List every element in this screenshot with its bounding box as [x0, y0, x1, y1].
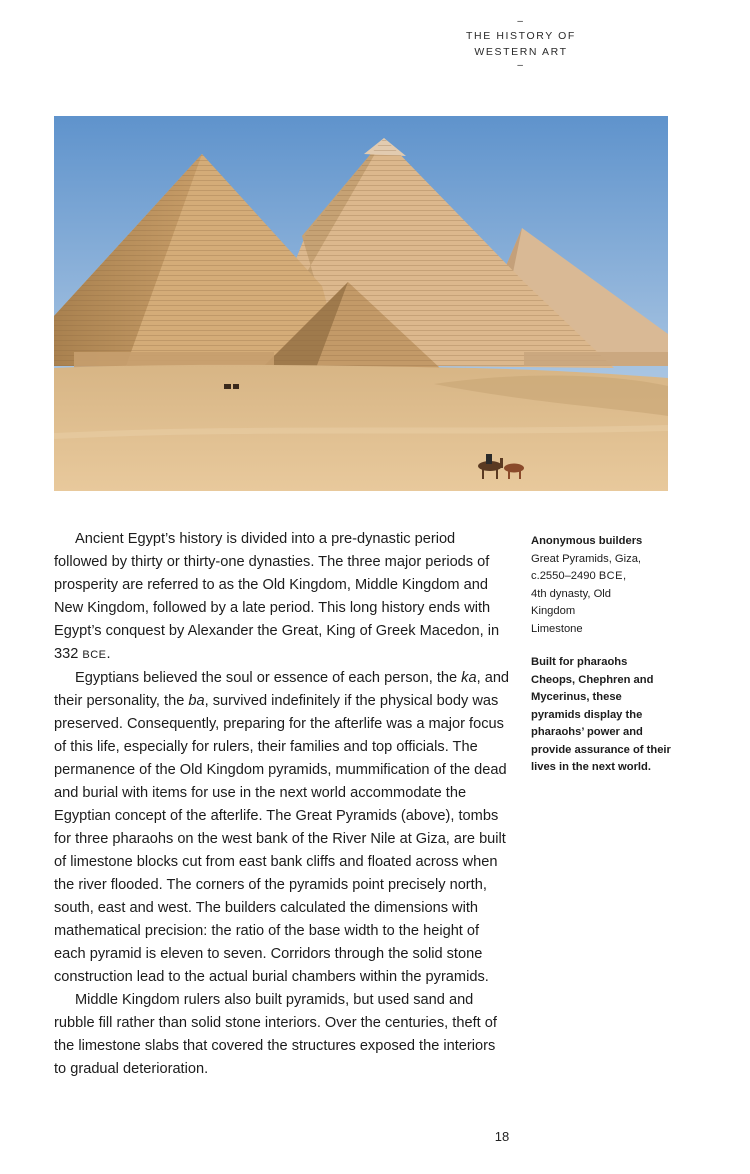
- caption-title: Great Pyramids, Giza,: [531, 552, 642, 565]
- page-number: 18: [494, 1129, 510, 1144]
- paragraph-2-text-b: , and their personality, the: [54, 670, 510, 709]
- caption-kingdom: Kingdom: [531, 605, 576, 617]
- paragraph-1: [54, 528, 510, 667]
- caption-date-end: ,: [622, 570, 627, 582]
- caption-date-text: c.2550–2490: [531, 570, 599, 582]
- main-article-text: [54, 528, 510, 1081]
- paragraph-3: Middle Kingdom rulers also built pyramids, but used sand and rubble fill rather than solid stone interiors. Over the centuries, theft of the limestone slabs that covered the structures exposed the interiors to gradual deterioration.: [54, 992, 497, 1077]
- caption-era: BCE: [598, 570, 623, 582]
- caption-description: Built for pharaohs Cheops, Chephren and Mycerinus, these pyramids display the pharaohs’ power and provide assurance of their lives in the next world.: [531, 656, 671, 773]
- header-dash-bottom: –: [517, 60, 525, 71]
- running-header: [458, 16, 584, 72]
- paragraph-2-text-c: , survived indefinitely if the physical body was preserved. Consequently, preparing for the afterlife was a major focus of this life, especially for rulers, their families and top officials. The permanence of the Old Kingdom pyramids, mummification of the dead and burial with items for use in the next world accommodate the Egyptian concept of the afterlife. The Great Pyramids (above), tombs for three pharaohs on the west bank of the River Nile at Giza, are built of limestone blocks cut from east bank cliffs and floated across when the river flooded. The corners of the pyramids point precisely north, south, east and west. The builders calculated the dimensions with mathematical precision: the ratio of the base width to the height of each pyramid is eleven to seven. Corridors through the solid stone construction lead to the actual burial chambers within the pyramids.: [54, 693, 507, 985]
- term-ba: ba: [188, 693, 205, 709]
- era-abbreviation: BCE: [82, 649, 107, 661]
- paragraph-1-text: Ancient Egypt’s history is divided into a pre-dynastic period followed by thirty or thirty-one dynasties. The three major periods of prosperity are referred to as the Old Kingdom, Middle Kingdom and New Kingdom, followed by a late period. This long history ends with Egypt’s conquest by Alexander the Great, King of Greek Macedon, in 332: [54, 531, 500, 662]
- header-line-2: WESTERN ART: [474, 46, 568, 58]
- paragraph-1-end: .: [106, 646, 111, 662]
- caption-medium: Limestone: [531, 622, 583, 635]
- term-ka: ka: [461, 670, 477, 686]
- paragraph-2: [54, 667, 510, 989]
- caption-artist: Anonymous builders: [531, 535, 643, 547]
- caption-dynasty: 4th dynasty, Old: [531, 587, 612, 600]
- pyramids-photo: [54, 116, 668, 491]
- header-dash-top: –: [517, 16, 525, 27]
- paragraph-2-text-a: Egyptians believed the soul or essence of each person, the: [75, 670, 462, 686]
- caption-date: [531, 568, 673, 586]
- image-caption: [531, 533, 673, 777]
- header-line-1: THE HISTORY OF: [466, 30, 576, 42]
- pyramids-illustration: [54, 116, 668, 491]
